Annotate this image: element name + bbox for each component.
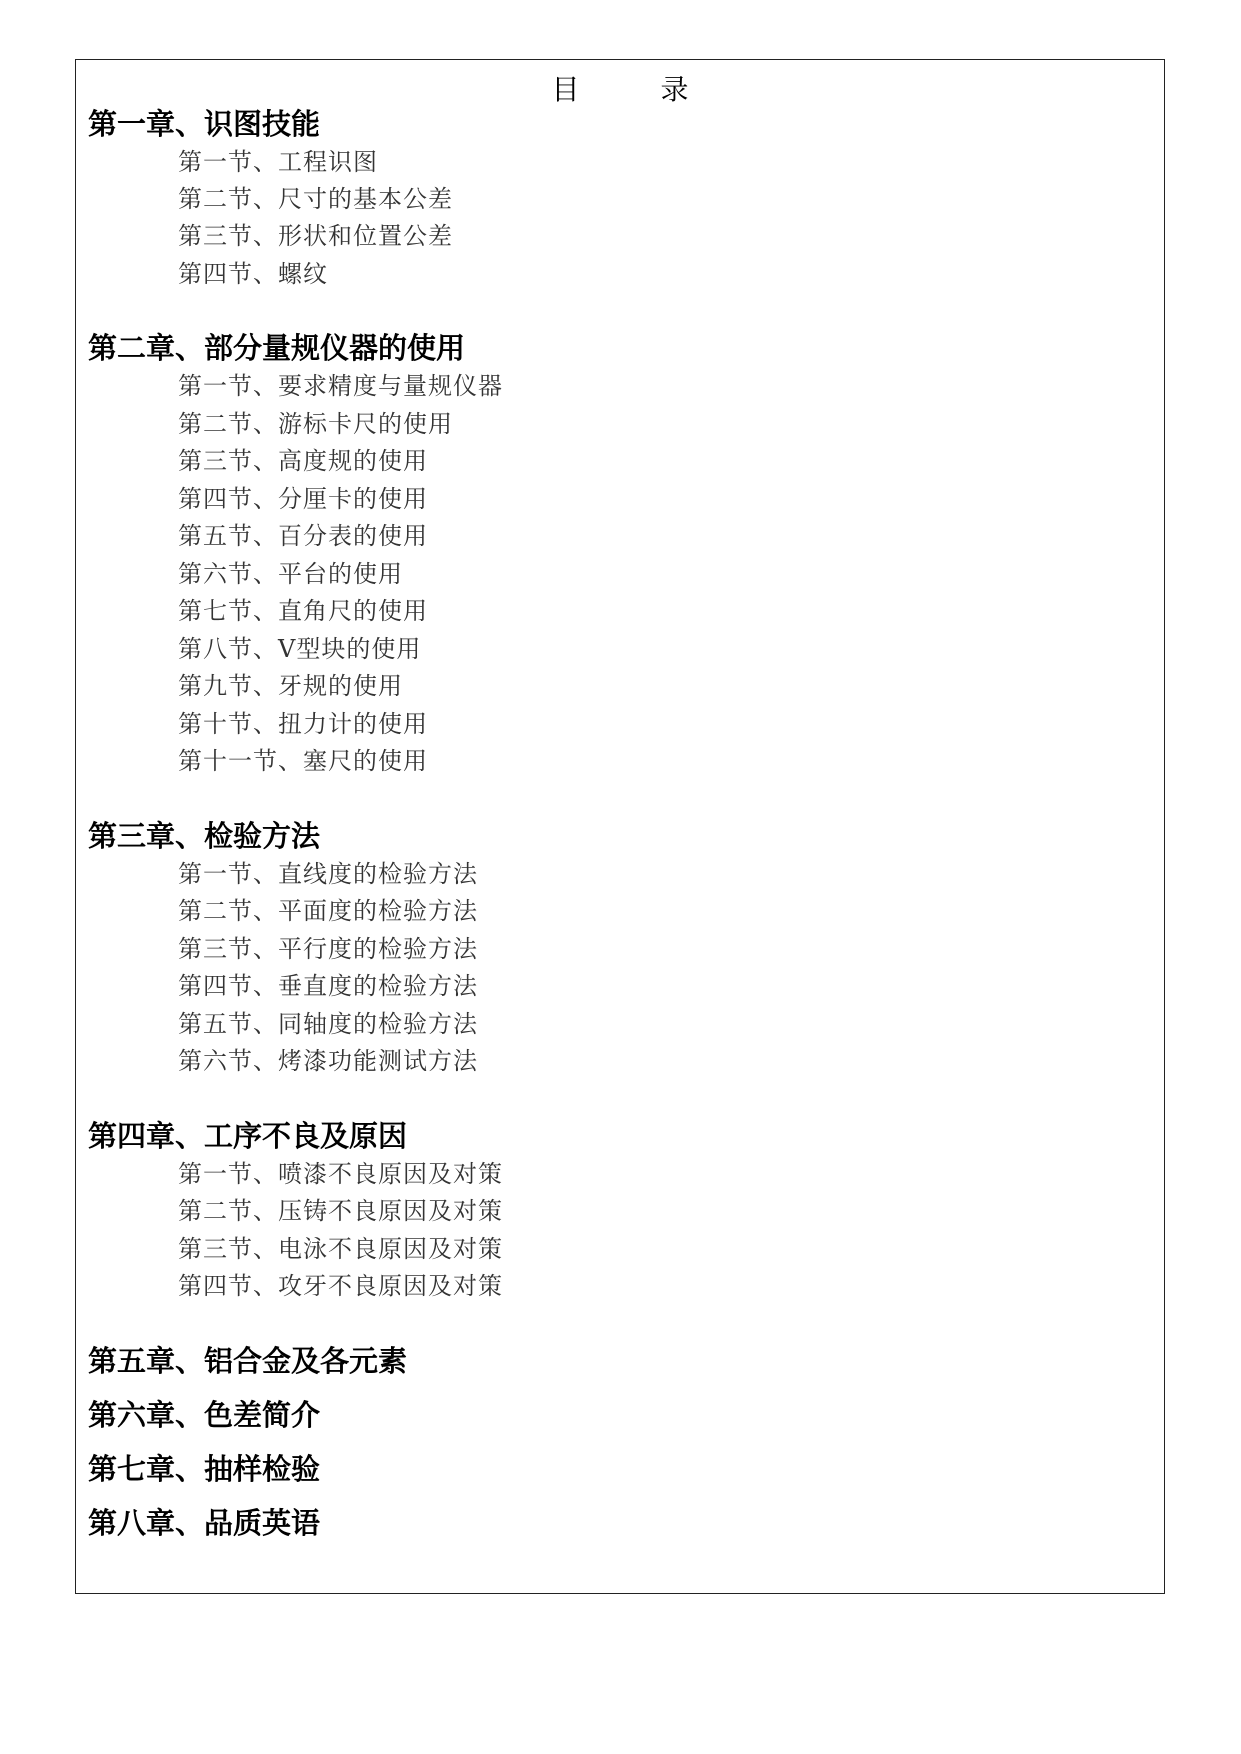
chapter-6-title[interactable]: 第六章、色差简介 <box>88 1398 321 1432</box>
chapter-2-section-3[interactable]: 第三节、高度规的使用 <box>178 447 428 475</box>
chapter-3-section-2[interactable]: 第二节、平面度的检验方法 <box>178 897 478 925</box>
chapter-2-section-1[interactable]: 第一节、要求精度与量规仪器 <box>178 372 503 400</box>
chapter-2-section-5[interactable]: 第五节、百分表的使用 <box>178 522 428 550</box>
chapter-2-section-11[interactable]: 第十一节、塞尺的使用 <box>178 747 428 775</box>
chapter-1-section-1[interactable]: 第一节、工程识图 <box>178 148 378 176</box>
chapter-2-section-4[interactable]: 第四节、分厘卡的使用 <box>178 485 428 513</box>
chapter-2-section-8[interactable]: 第八节、V型块的使用 <box>178 635 422 663</box>
toc-title: 目 录 <box>551 73 725 106</box>
chapter-4-section-2[interactable]: 第二节、压铸不良原因及对策 <box>178 1197 503 1225</box>
chapter-8-title[interactable]: 第八章、品质英语 <box>88 1506 321 1540</box>
chapter-4-section-1[interactable]: 第一节、喷漆不良原因及对策 <box>178 1160 503 1188</box>
chapter-7-title[interactable]: 第七章、抽样检验 <box>88 1452 321 1486</box>
chapter-3-title[interactable]: 第三章、检验方法 <box>88 819 321 853</box>
chapter-3-section-4[interactable]: 第四节、垂直度的检验方法 <box>178 972 478 1000</box>
chapter-3-section-1[interactable]: 第一节、直线度的检验方法 <box>178 860 478 888</box>
chapter-2-title[interactable]: 第二章、部分量规仪器的使用 <box>88 331 466 365</box>
chapter-1-section-4[interactable]: 第四节、螺纹 <box>178 260 328 288</box>
toc-frame <box>75 59 1165 1594</box>
chapter-3-section-3[interactable]: 第三节、平行度的检验方法 <box>178 935 478 963</box>
chapter-3-section-5[interactable]: 第五节、同轴度的检验方法 <box>178 1010 478 1038</box>
chapter-2-section-2[interactable]: 第二节、游标卡尺的使用 <box>178 410 453 438</box>
chapter-1-section-3[interactable]: 第三节、形状和位置公差 <box>178 222 453 250</box>
chapter-2-section-9[interactable]: 第九节、牙规的使用 <box>178 672 403 700</box>
chapter-3-section-6[interactable]: 第六节、烤漆功能测试方法 <box>178 1047 478 1075</box>
chapter-4-title[interactable]: 第四章、工序不良及原因 <box>88 1119 408 1153</box>
chapter-4-section-3[interactable]: 第三节、电泳不良原因及对策 <box>178 1235 503 1263</box>
chapter-5-title[interactable]: 第五章、铝合金及各元素 <box>88 1344 408 1378</box>
chapter-2-section-10[interactable]: 第十节、扭力计的使用 <box>178 710 428 738</box>
chapter-1-section-2[interactable]: 第二节、尺寸的基本公差 <box>178 185 453 213</box>
chapter-2-section-7[interactable]: 第七节、直角尺的使用 <box>178 597 428 625</box>
chapter-4-section-4[interactable]: 第四节、攻牙不良原因及对策 <box>178 1272 503 1300</box>
chapter-1-title[interactable]: 第一章、识图技能 <box>88 107 321 141</box>
chapter-2-section-6[interactable]: 第六节、平台的使用 <box>178 560 403 588</box>
